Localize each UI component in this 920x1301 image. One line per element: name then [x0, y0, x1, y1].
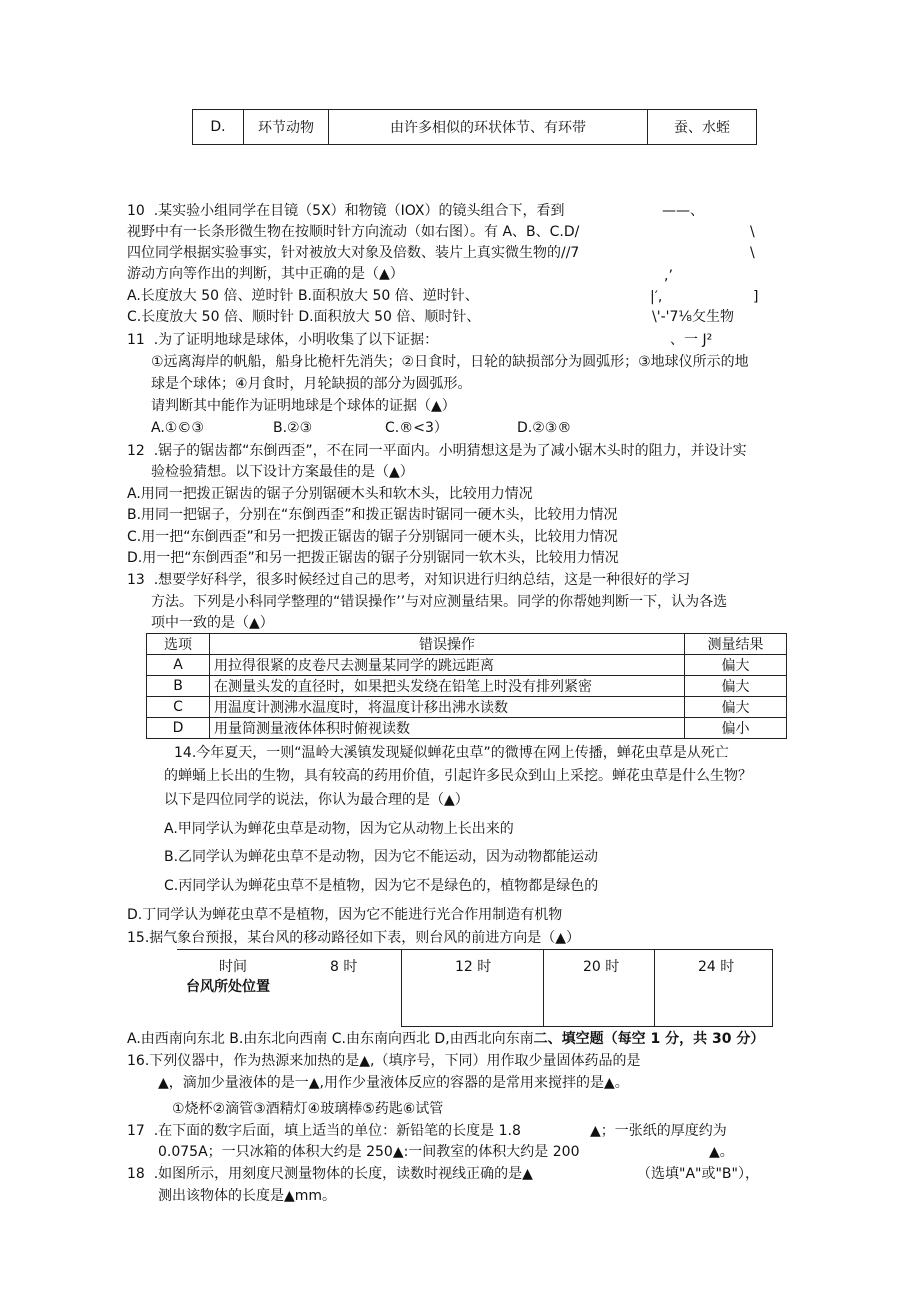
- q11-option-a: A.①©③: [151, 420, 204, 436]
- q14-option-a: A.甲同学认为蝉花虫草是动物，因为它从动物上长出来的: [164, 821, 514, 837]
- q11-option-c: C.®<3）: [385, 420, 448, 436]
- column-header: 20 时: [583, 959, 620, 975]
- q16-stem-2: ▲，滴加少量液体的是一▲,用作少量液体反应的容器的是常用来搅拌的是▲。: [158, 1075, 629, 1091]
- typhoon-table: [177, 949, 773, 1027]
- row-label: 台风所处位置: [186, 979, 270, 995]
- column-header: 测量结果: [685, 634, 787, 655]
- q17-stem: 17 .在下面的数字后面，填上适当的单位：新铅笔的长度是 1.8: [127, 1123, 521, 1139]
- q14-stem-3: 以下是四位同学的说法，你认为最合理的是（▲）: [164, 792, 469, 808]
- q12-option-c: C.用一把“东倒西歪”和另一把拨正锯齿的锯子分别锯同一硬木头，比较用力情况: [127, 529, 618, 545]
- figure-fragment: ——、: [662, 203, 704, 219]
- figure-fragment: ]: [753, 289, 759, 305]
- q11-option-b: B.②③: [273, 420, 313, 436]
- q13-stem-3: 项中一致的是（▲）: [151, 615, 274, 631]
- figure-fragment: \: [750, 245, 755, 261]
- column-header: 选项: [147, 634, 210, 655]
- q12-option-b: B.用同一把锯子，分别在“东倒西歪”和拨正锯齿时锯同一硬木头，比较用力情况: [127, 507, 618, 523]
- table-row: [147, 697, 787, 718]
- q14-option-c: C.丙同学认为蝉花虫草不是植物，因为它不是绿色的，植物都是绿色的: [164, 878, 599, 894]
- option-cell: C: [147, 697, 210, 718]
- classification-table: [192, 109, 757, 145]
- table-row: [147, 718, 787, 739]
- q13-table: [146, 633, 787, 739]
- category-cell: 环节动物: [244, 110, 329, 145]
- q17-stem-2: 0.075A；一只冰箱的体积大约是 250▲:一间教室的体积大约是 200: [158, 1144, 580, 1160]
- q10-options-cd: C.长度放大 50 倍、顺时针 D.面积放大 50 倍、顺时针、: [127, 309, 481, 325]
- q16-instruments: ①烧杯②滴管③酒精灯④玻璃棒⑤药匙⑥试管: [172, 1101, 444, 1117]
- section-heading: 二、填空题（每空 1 分，共 30 分）: [533, 1031, 765, 1047]
- table-header-row: [147, 634, 787, 655]
- column-header: 错误操作: [210, 634, 685, 655]
- operation-cell: 用量筒测量液体体积时俯视读数: [210, 718, 685, 739]
- q18-stem-tail: （选填"A"或"B"），: [637, 1166, 759, 1182]
- operation-cell: 用拉得很紧的皮卷尺去测量某同学的跳远距离: [210, 655, 685, 676]
- option-cell: A: [147, 655, 210, 676]
- q14-option-d: D.丁同学认为蝉花虫草不是植物，因为它不能进行光合作用制造有机物: [127, 907, 563, 923]
- option-cell: D.: [193, 110, 244, 145]
- column-header: 时间: [219, 959, 247, 975]
- table-row: [147, 676, 787, 697]
- q10-stem: 10 .某实验小组同学在目镜（5X）和物镜（IOX）的镜头组合下，看到: [127, 203, 565, 219]
- q11-evidence: ①远离海岸的帆船，船身比桅杆先消失；②日食时，日轮的缺损部分为圆弧形；③地球仪所示的地: [151, 354, 749, 370]
- operation-cell: 在测量头发的直径时，如果把头发绕在铅笔上时没有排列紧密: [210, 676, 685, 697]
- figure-fragment: \: [750, 224, 755, 240]
- q15-options: A.由西南向东北 B.由东北向西南 C.由东南向西北 D,由西北向东南: [127, 1031, 534, 1047]
- q18-stem: 18 .如图所示，用刻度尺测量物体的长度，读数时视线正确的是▲: [127, 1166, 533, 1182]
- q10-options-ab: A.长度放大 50 倍、逆时针 B.面积放大 50 倍、逆时针、: [127, 288, 479, 304]
- figure-fragment: ,’: [664, 268, 673, 284]
- q12-stem-2: 验检验猜想。以下设计方案最佳的是（▲）: [151, 464, 414, 480]
- figure-fragment: |′,: [650, 289, 663, 305]
- table-row: [147, 655, 787, 676]
- result-cell: 偏大: [685, 655, 787, 676]
- q14-option-b: B.乙同学认为蝉花虫草不是动物，因为它不能运动，因为动物都能运动: [164, 849, 599, 865]
- result-cell: 偏大: [685, 697, 787, 718]
- q12-option-d: D.用一把“东倒西歪”和另一把拨正锯齿的锯子分别锯同一软木头，比较用力情况: [127, 550, 619, 566]
- feature-cell: 由许多相似的环状体节、有环带: [329, 110, 648, 145]
- q11-evidence-2: 球是个球体；④月食时，月轮缺损的部分为圆弧形。: [151, 376, 472, 392]
- q17-stem-tail: ▲；一张纸的厚度约为: [590, 1123, 727, 1139]
- figure-caption: \'-'7⅛攵生物: [652, 309, 734, 325]
- table-row: [193, 110, 757, 145]
- operation-cell: 用温度计测沸水温度时，将温度计移出沸水读数: [210, 697, 685, 718]
- q13-stem-2: 方法。下列是小科同学整理的“错误操作’’与对应测量结果。同学的你帮她判断一下，认为各选: [151, 594, 728, 610]
- q11-stem: 11 .为了证明地球是球体，小明收集了以下证据：: [127, 332, 439, 348]
- q10-stem-3: 四位同学根据实验事实，针对被放大对象及倍数、装片上真实微生物的//7: [127, 245, 580, 261]
- q14-stem-2: 的蝉蛹上长出的生物，具有较高的药用价值，引起许多民众到山上采挖。蝉花虫草是什么生物？: [164, 768, 752, 784]
- q14-stem: 14.今年夏天，一则“温岭大溪镇发现疑似蝉花虫草”的微博在网上传播，蝉花虫草是从死亡: [174, 745, 729, 761]
- q13-stem: 13 .想要学好科学，很多时候经过自己的思考，对知识进行归纳总结，这是一种很好的学习: [127, 572, 691, 588]
- figure-fragment: 、一 J²: [670, 332, 713, 348]
- q18-stem-2: 测出该物体的长度是▲mm。: [158, 1188, 337, 1204]
- q15-stem: 15.据气象台预报，某台风的移动路径如下表，则台风的前进方向是（▲）: [127, 930, 581, 946]
- result-cell: 偏小: [685, 718, 787, 739]
- column-header: 24 时: [698, 959, 735, 975]
- q11-question: 请判断其中能作为证明地球是个球体的证据（▲）: [151, 398, 456, 414]
- q16-stem: 16.下列仪器中，作为热源来加热的是▲,（填序号，下同）用作取少量固体药品的是: [127, 1053, 641, 1069]
- q12-stem: 12 .锯子的锯齿都“东倒西歪”，不在同一平面内。小明猜想这是为了减小锯木头时的阻力，并设计实: [127, 443, 747, 459]
- q10-stem-2: 视野中有一长条形微生物在按顺时针方向流动（如右图）。有 A、B、C.D/: [127, 224, 580, 240]
- option-cell: D: [147, 718, 210, 739]
- option-cell: B: [147, 676, 210, 697]
- column-header: 8 时: [330, 959, 358, 975]
- q11-option-d: D.②③®: [517, 420, 572, 436]
- column-header: 12 时: [455, 959, 492, 975]
- result-cell: 偏大: [685, 676, 787, 697]
- q12-option-a: A.用同一把拨正锯齿的锯子分别锯硬木头和软木头，比较用力情况: [127, 486, 533, 502]
- q10-stem-4: 游动方向等作出的判断，其中正确的是（▲）: [127, 266, 404, 282]
- q17-stem-2-tail: ▲。: [709, 1144, 734, 1160]
- examples-cell: 蚕、水蛭: [648, 110, 757, 145]
- q15-answers: [127, 1029, 764, 1049]
